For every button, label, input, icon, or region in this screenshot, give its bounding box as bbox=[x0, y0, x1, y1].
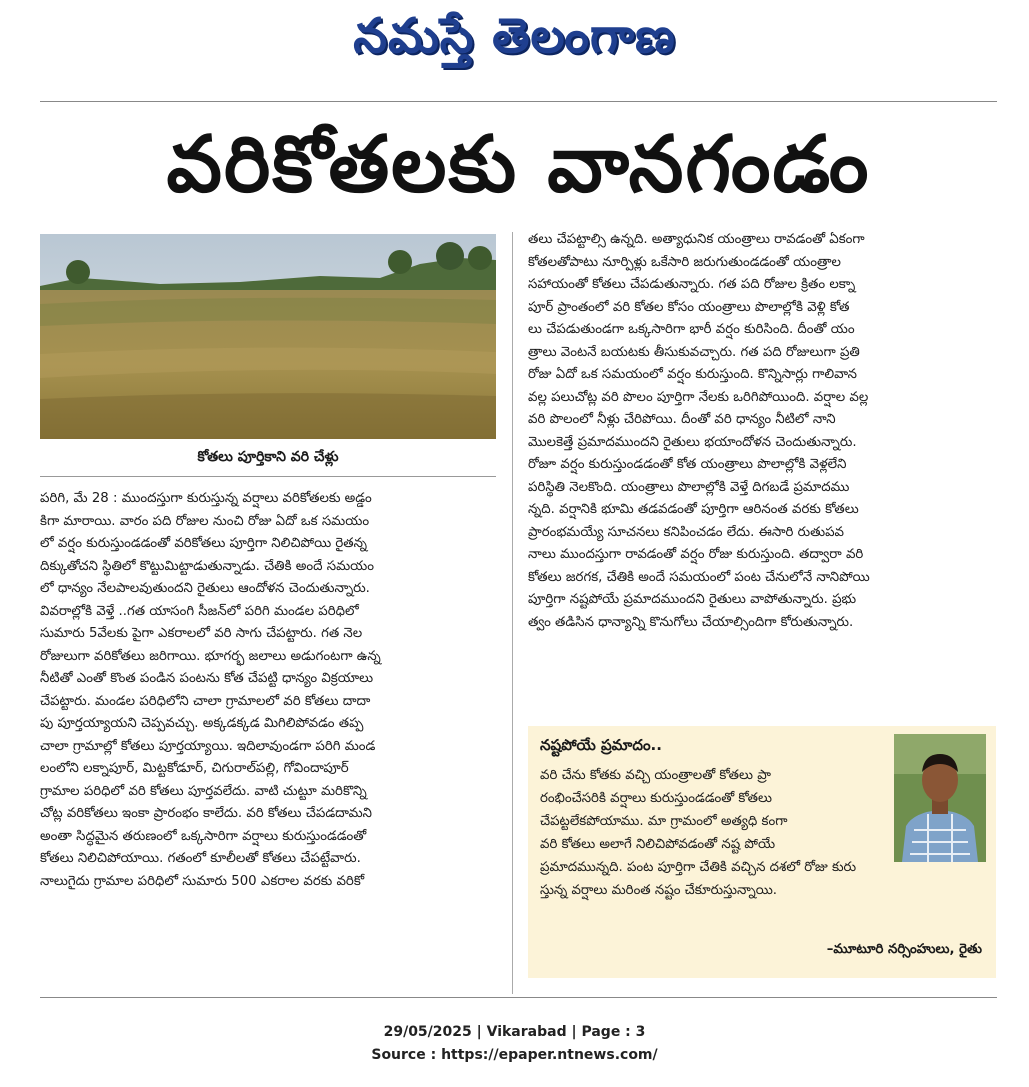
body-line: పూర్తిగా నష్టపోయే ప్రమాదముందని రైతులు వాపోతున్నారు. ప్రభు bbox=[528, 592, 857, 607]
body-line: రోజూ వర్షం కురుస్తుండడంతో కోత యంత్రాలు పొలాల్లోకి వెళ్లలేని bbox=[528, 457, 847, 472]
body-line: రోజులుగా వరికోతలు జరిగాయి. భూగర్భ జలాలు అడుగంటగా ఉన్న bbox=[40, 648, 381, 664]
article-column-1 bbox=[40, 488, 500, 893]
quote-line: ప్రమాదమున్నది. పంట పూర్తిగా చేతికి వచ్చిన దశలో రోజు కురు bbox=[540, 860, 857, 875]
body-line: చాలా గ్రామాల్లో కోతలు పూర్తయ్యాయి. ఇదిలావుండగా పరిగి మండ bbox=[40, 738, 376, 754]
body-line: కోతలు జరగక, చేతికి అందే సమయంలో పంట చేనులోనే నానిపోయి bbox=[528, 569, 870, 585]
body-line: లో వర్షం కురుస్తుండడంతో వరికోతలు పూర్తిగా నిలిచిపోయి రైతన్న bbox=[40, 536, 367, 551]
body-line: గ్రామాల పరిధిలో వరి కోతలు పూర్తవలేదు. వాటి చుట్టూ మరికొన్ని bbox=[40, 783, 367, 799]
body-line: తలు చేపట్టాల్సి ఉన్నది. అత్యాధునిక యంత్రాలు రావడంతో ఏకంగా bbox=[528, 232, 865, 247]
body-line: చోట్ల వరికోతలు ఇంకా ప్రారంభం కాలేదు. వరి కోతలు చేపడదామని bbox=[40, 806, 372, 821]
body-line: దిక్కుతోచని స్థితిలో కొట్టుమిట్టాడుతున్నాడు. చేతికి అందే సమయం bbox=[40, 558, 374, 574]
body-line: రోజు ఏదో ఒక సమయంలో వర్షం కురుస్తుంది. కొన్నిసార్లు గాలివాన bbox=[528, 367, 857, 382]
body-line: వరి పొలంలో నీళ్లు చేరిపోయి. దీంతో వరి ధాన్యం నీటిలో నాని bbox=[528, 412, 836, 427]
quote-text bbox=[540, 764, 890, 902]
body-line: కిగా మారాయి. వారం పది రోజుల నుంచి రోజు ఏదో ఒక సమయం bbox=[40, 513, 370, 529]
farmer-quote-box bbox=[528, 726, 996, 978]
body-line: కోతలు నిలిచిపోయాయి. గతంలో కూలీలతో కోతలు చేపట్టేవారు. bbox=[40, 851, 361, 866]
masthead-title: నమస్తే తెలంగాణ bbox=[353, 8, 676, 64]
quote-line: వరి కోతలు అలాగే నిలిచిపోవడంతో నష్ట పోయే bbox=[540, 837, 776, 852]
body-line: ప్రారంభమయ్యే సూచనలు కనిపించడం లేదు. ఈసారి రుతుపవ bbox=[528, 524, 844, 540]
body-line: వల్ల పలుచోట్ల వరి పొలం పూర్తిగా నేలకు ఒరిగిపోయింది. వర్షాల వల్ల bbox=[528, 389, 869, 405]
quote-line: రంభించేసరికి వర్షాలు కురుస్తుండడంతో కోతలు bbox=[540, 791, 773, 806]
farmer-portrait bbox=[894, 734, 986, 862]
body-line: లు చేపడుతుండగా ఒక్కసారిగా భారీ వర్షం కురిసింది. దీంతో యం bbox=[528, 322, 855, 337]
quote-line: వరి చేను కోతకు వచ్చి యంత్రాలతో కోతలు ప్రా bbox=[540, 768, 771, 783]
bottom-rule bbox=[40, 997, 997, 998]
body-line: పూర్ ప్రాంతంలో వరి కోతల కోసం యంత్రాలు పొలాల్లోకి వెళ్లి కోత bbox=[528, 299, 850, 315]
body-line: సుమారు 5వేలకు పైగా ఎకరాలలో వరి సాగు చేపట్టారు. గత నెల bbox=[40, 626, 363, 641]
column-divider bbox=[512, 232, 513, 994]
body-line: అంతా సిద్ధమైన తరుణంలో ఒక్కసారిగా వర్షాలు కురుస్తుండడంతో bbox=[40, 828, 367, 844]
article-column-2 bbox=[528, 229, 996, 634]
paddy-field-photo bbox=[40, 234, 496, 439]
body-line: పరిస్థితి నెలకొంది. యంత్రాలు పొలాల్లోకి వెళ్తే దిగబడే ప్రమాదము bbox=[528, 479, 850, 495]
body-line: మొలకెత్తే ప్రమాదముందని రైతులు భయాందోళన చెందుతున్నారు. bbox=[528, 434, 857, 450]
caption-rule bbox=[40, 476, 496, 477]
body-line: త్వం తడిసిన ధాన్యాన్ని కొనుగోలు చేయాల్సిందిగా కోరుతున్నారు. bbox=[528, 614, 854, 630]
footer-source: Source : https://epaper.ntnews.com/ bbox=[371, 1047, 658, 1063]
top-rule bbox=[40, 101, 997, 102]
quote-box-title: నష్టపోయే ప్రమాదం.. bbox=[540, 736, 662, 754]
body-line: లంలోని లక్నాపూర్, మిట్టకోడూర్, చిగురాల్‌పల్లి, గోవిందాపూర్ bbox=[40, 761, 349, 776]
body-line: నాలు ముందస్తుగా రావడంతో వర్షం రోజు కురుస్తుంది. తద్వారా వరి bbox=[528, 547, 864, 562]
body-line: కోతలతోపాటు నూర్పిళ్లు ఒకేసారి జరుగుతుండడంతో యంత్రాల bbox=[528, 254, 841, 270]
body-line: న్నది. వర్షానికి భూమి తడవడంతో పూర్తిగా ఆరినంత వరకు కోతలు bbox=[528, 502, 859, 517]
body-line: వివరాల్లోకి వెళ్తే ..గత యాసంగి సీజన్‌లో పరిగి మండల పరిధిలో bbox=[40, 603, 359, 619]
masthead-logo bbox=[0, 8, 1029, 74]
body-line: పు పూర్తయ్యాయని చెప్పవచ్చు. అక్కడక్కడ మిగిలిపోవడం తప్ప bbox=[40, 716, 364, 731]
body-line: చేపట్టారు. మండల పరిధిలోని చాలా గ్రామాలలో వరి కోతలు దాదా bbox=[40, 693, 371, 709]
body-line: లో ధాన్యం నేలపాలవుతుందని రైతులు ఆందోళన చెందుతున్నారు. bbox=[40, 581, 370, 596]
quote-line: చేపట్టలేకపోయాము. మా గ్రామంలో అత్యధి కంగా bbox=[540, 814, 788, 829]
body-line: త్రాలు వెంటనే బయటకు తీసుకువచ్చారు. గత పది రోజులుగా ప్రతి bbox=[528, 344, 860, 360]
quote-line: స్తున్న వర్షాలు మరింత నష్టం చేకూరుస్తున్నాయి. bbox=[540, 883, 778, 898]
body-line: నాలుగైదు గ్రామాల పరిధిలో సుమారు 500 ఎకరాల వరకు వరికో bbox=[40, 873, 365, 889]
headline: వరికోతలకు వానగండం bbox=[166, 120, 871, 210]
body-line: నీటితో ఎంతో కొంత పండిన పంటను కోత చేపట్టి ధాన్యం విక్రయాలు bbox=[40, 671, 374, 686]
photo-caption: కోతలు పూర్తికాని వరి చేళ్లు bbox=[197, 449, 339, 465]
quote-signature: –మూటూరి నర్సింహులు, రైతు bbox=[826, 942, 982, 957]
footer-dateline: 29/05/2025 | Vikarabad | Page : 3 bbox=[383, 1024, 646, 1040]
body-line: సహాయంతో కోతలు చేపడుతున్నారు. గత పది రోజుల క్రితం లక్నా bbox=[528, 277, 856, 292]
body-line: పరిగి, మే 28 : ముందస్తుగా కురుస్తున్న వర్షాలు వరికోతలకు అడ్డం bbox=[40, 491, 372, 506]
